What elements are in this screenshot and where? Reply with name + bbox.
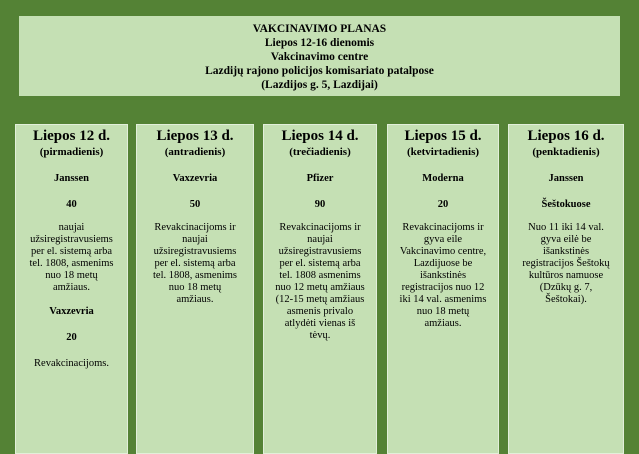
day-description: Nuo 11 iki 14 val. gyva eilė be išankstinės registracijos Šeštokų kultūros namuose (Dzūkų g. 7, Šeštokai). xyxy=(522,222,610,305)
day-title: Liepos 15 d. xyxy=(404,128,482,144)
day-card-wednesday xyxy=(263,124,377,454)
day-title: Liepos 14 d. xyxy=(281,128,359,144)
dose-count: 90 xyxy=(314,199,326,210)
plan-dates: Liepos 12-16 dienomis xyxy=(264,37,375,49)
day-weekday: (pirmadienis) xyxy=(39,146,104,158)
plan-address: (Lazdijos g. 5, Lazdijai) xyxy=(261,79,378,91)
dose-count: 50 xyxy=(189,199,201,210)
day-description: naujai užsiregistravusiems per el. sistemą arba tel. 1808, asmenims nuo 18 metų amžiaus. xyxy=(29,222,114,293)
day-card-thursday xyxy=(387,124,499,454)
day-title: Liepos 13 d. xyxy=(156,128,234,144)
day-description: Revakcinacijoms ir gyva eile Vakcinavimo centre, Lazdijuose be išankstinės registracijos nuo 12 iki 14 val. asmenims nuo 18 metų amžiaus. xyxy=(399,222,487,329)
extra-description: Revakcinacijoms. xyxy=(34,358,109,369)
location-name: Šeštokuose xyxy=(541,199,591,210)
dose-count: 20 xyxy=(437,199,449,210)
day-card-monday xyxy=(15,124,128,454)
day-title: Liepos 16 d. xyxy=(527,128,605,144)
extra-vaccine-name: Vaxzevria xyxy=(49,306,94,317)
dose-count: 40 xyxy=(66,199,77,210)
day-card-tuesday xyxy=(136,124,254,454)
day-weekday: (ketvirtadienis) xyxy=(406,146,480,158)
plan-header xyxy=(19,16,620,96)
plan-venue: Lazdijų rajono policijos komisariato patalpose xyxy=(205,65,434,77)
day-weekday: (penktadienis) xyxy=(532,146,600,158)
day-weekday: (antradienis) xyxy=(164,146,226,158)
vaccine-name: Janssen xyxy=(548,173,584,184)
vaccine-name: Moderna xyxy=(422,173,464,184)
extra-dose-count: 20 xyxy=(66,332,77,343)
day-weekday: (trečiadienis) xyxy=(289,146,351,158)
plan-centre: Vakcinavimo centre xyxy=(270,51,369,63)
day-description: Revakcinacijoms ir naujai užsiregistravusiems per el. sistemą arba tel. 1808, asmenims nuo 18 metų amžiaus. xyxy=(153,222,237,305)
day-title: Liepos 12 d. xyxy=(32,128,111,144)
day-card-friday xyxy=(508,124,624,454)
vaccine-name: Janssen xyxy=(53,173,89,184)
vaccine-name: Pfizer xyxy=(306,173,334,184)
vaccine-name: Vaxzevria xyxy=(172,173,218,184)
plan-title: VAKCINAVIMO PLANAS xyxy=(252,23,387,35)
day-description: Revakcinacijoms ir naujai užsiregistravusiems per el. sistemą arba tel. 1808 asmenims nuo 12 metų amžiaus (12-15 metų amžiaus asmenis privalo atlydėti vienas iš tėvų. xyxy=(275,222,365,341)
